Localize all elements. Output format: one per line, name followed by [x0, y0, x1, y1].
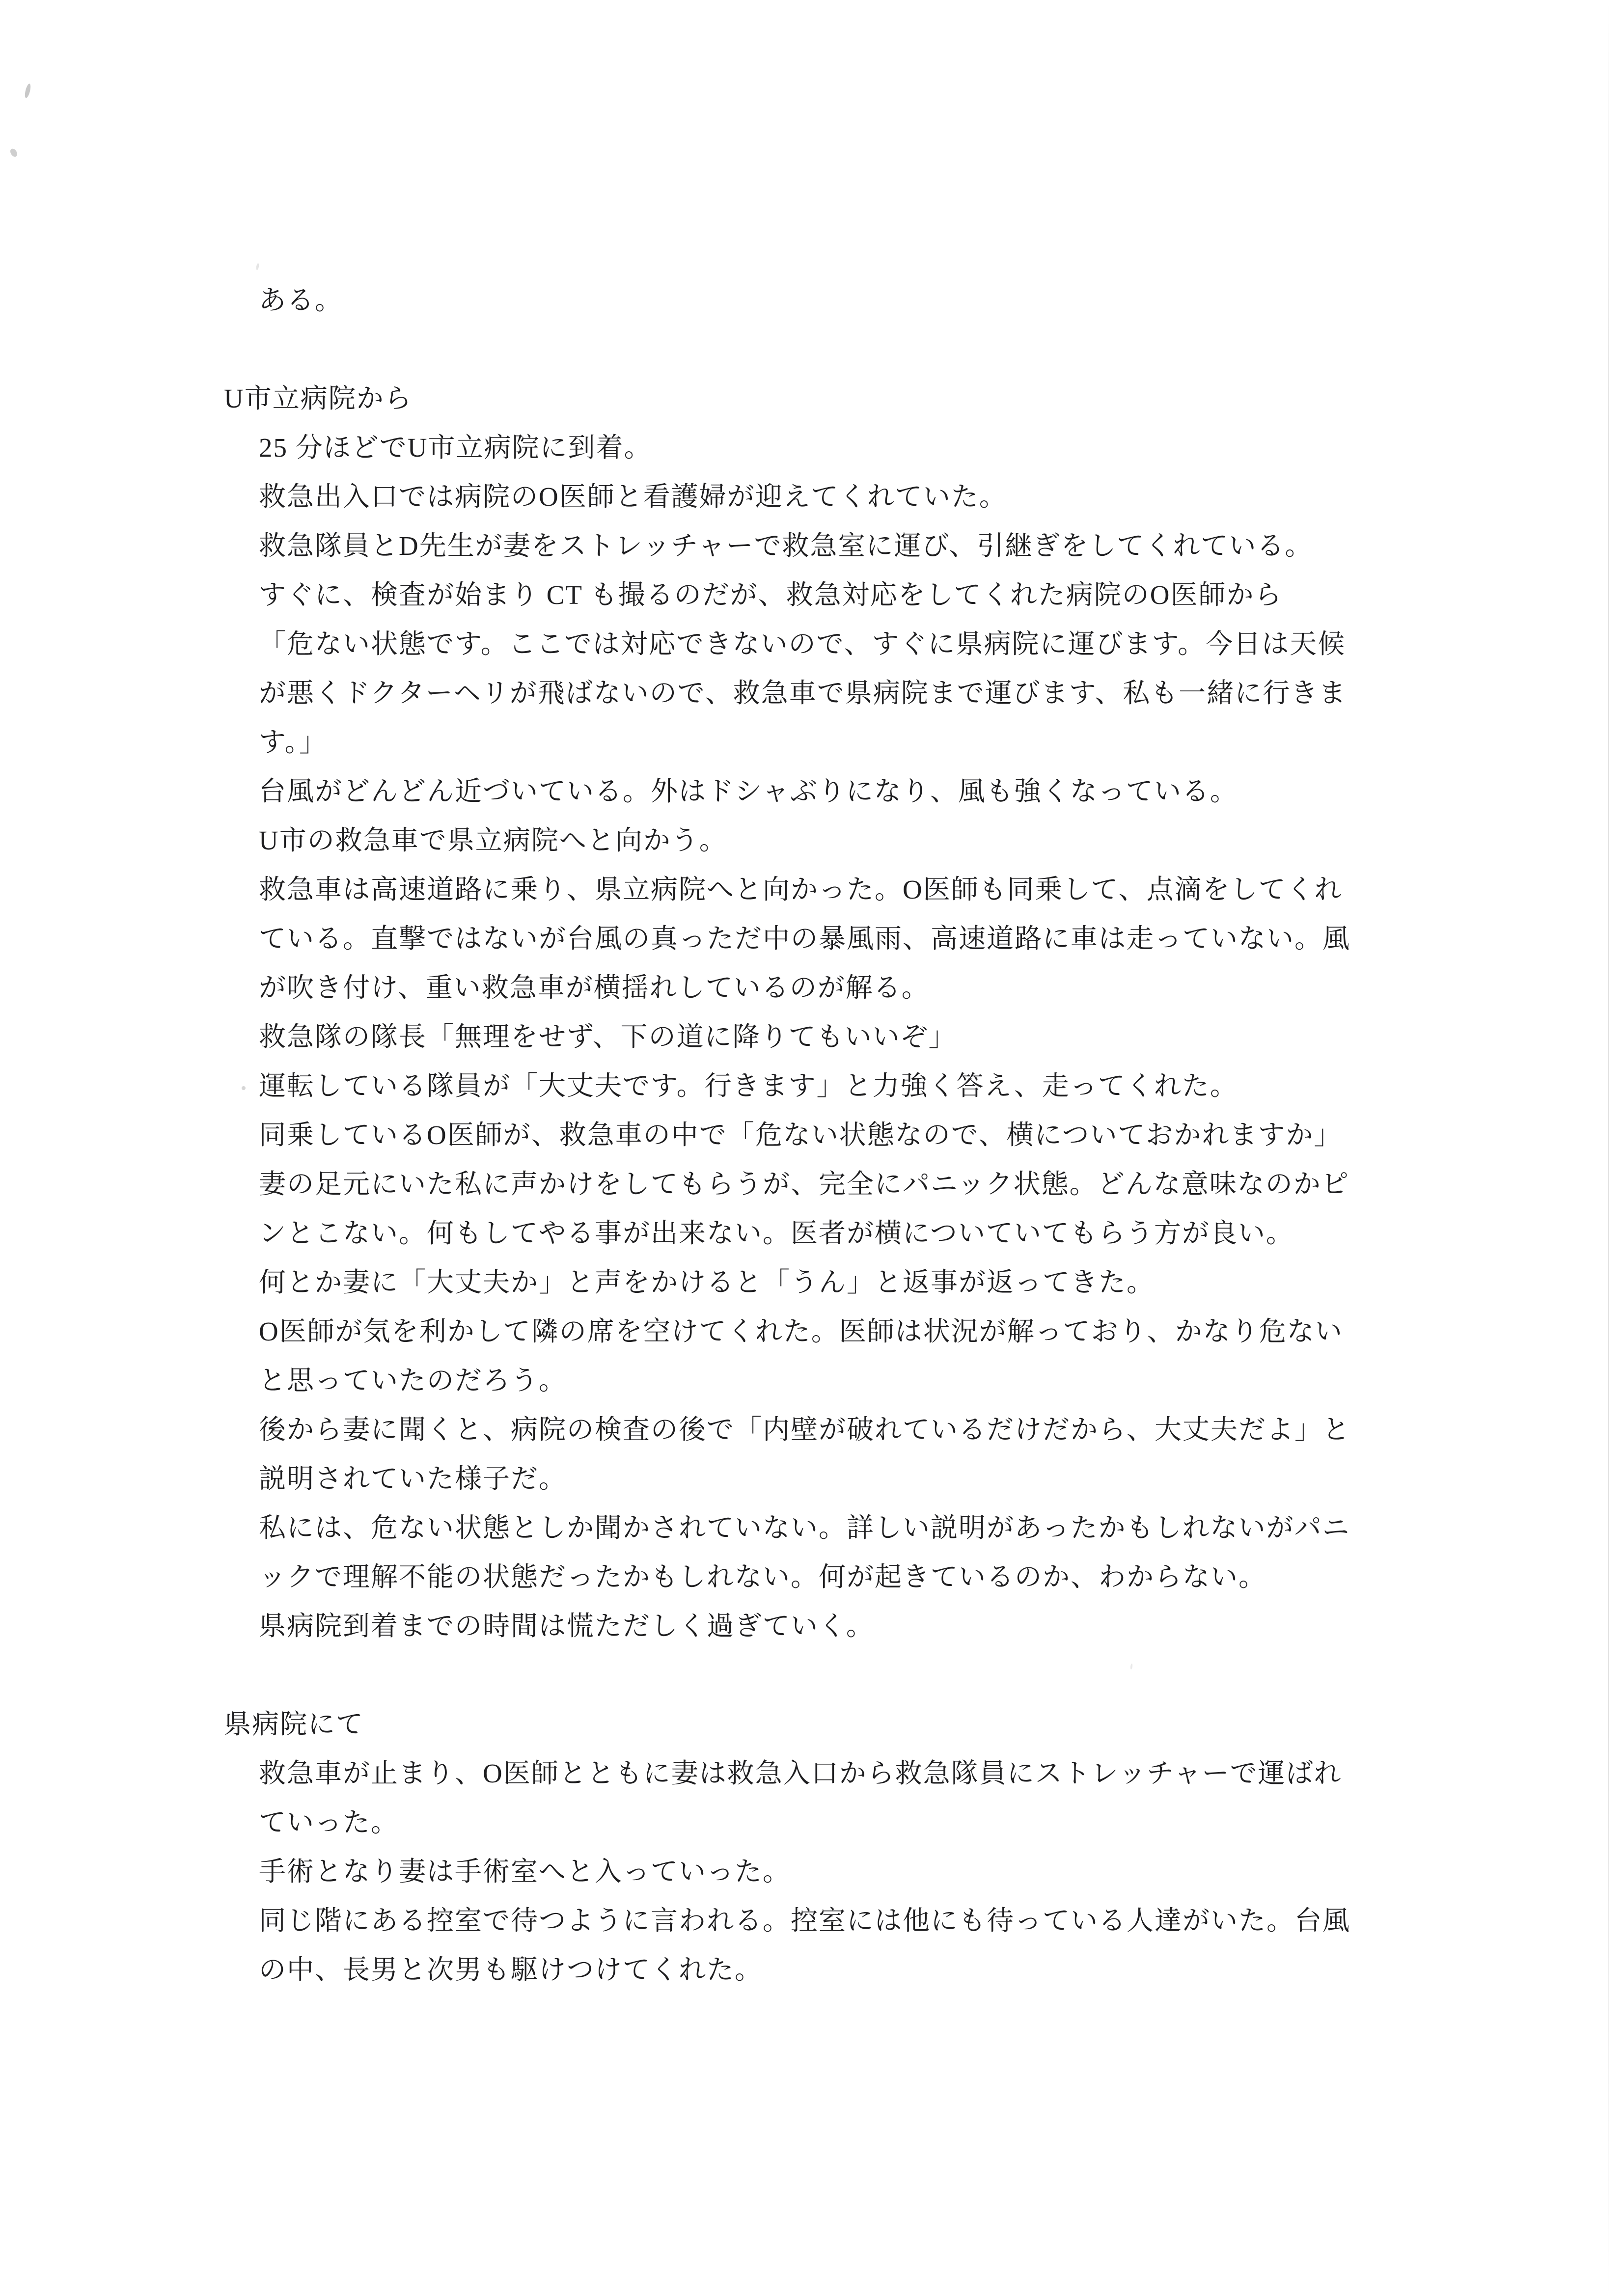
text-line: 後から妻に聞くと、病院の検査の後で「内壁が破れているだけだから、大丈夫だよ」と — [259, 1415, 1351, 1445]
text-line: 救急隊の隊長「無理をせず、下の道に降りてもいいぞ」 — [259, 1022, 957, 1052]
text-line: 手術となり妻は手術室へと入っていった。 — [259, 1857, 791, 1886]
document-text-block — [0, 276, 1624, 1995]
text-line: 台風がどんどん近づいている。外はドシャぶりになり、風も強くなっている。 — [259, 776, 1238, 806]
text-line: が吹き付け、重い救急車が横揺れしているのが解る。 — [259, 973, 930, 1003]
text-line: ンとこない。何もしてやる事が出来ない。医者が横についていてもらう方が良い。 — [259, 1218, 1294, 1248]
text-line: 何とか妻に「大丈夫か」と声をかけると「うん」と返事が返ってきた。 — [259, 1267, 1155, 1297]
text-line: 同じ階にある控室で待つように言われる。控室には他にも待っている人達がいた。台風 — [259, 1906, 1351, 1936]
section-heading: 県病院にて — [224, 1709, 364, 1739]
text-line: が悪くドクターヘリが飛ばないので、救急車で県病院まで運びます、私も一緒に行きま — [259, 678, 1347, 708]
text-line: ている。直撃ではないが台風の真っただ中の暴風雨、高速道路に車は走っていない。風 — [259, 924, 1351, 954]
text-line: 同乗しているO医師が、救急車の中で「危ない状態なので、横についておかれますか」 — [259, 1120, 1342, 1150]
text-line: ックで理解不能の状態だったかもしれない。何が起きているのか、わからない。 — [259, 1562, 1267, 1592]
text-line: 救急出入口では病院のO医師と看護婦が迎えてくれていた。 — [259, 482, 1007, 512]
text-line: 25 分ほどでU市立病院に到着。 — [259, 433, 652, 463]
text-line: 救急車が止まり、O医師とともに妻は救急入口から救急隊員にストレッチャーで運ばれ — [259, 1758, 1342, 1788]
text-line: 救急隊員とD先生が妻をストレッチャーで救急室に運び、引継ぎをしてくれている。 — [259, 531, 1313, 561]
text-line: すぐに、検査が始まり CT も撮るのだが、救急対応をしてくれた病院のO医師から — [259, 580, 1283, 610]
scan-speck — [9, 147, 19, 158]
scan-speck — [242, 1086, 246, 1090]
text-line: ある。 — [259, 285, 343, 315]
text-line: 「危ない状態です。ここでは対応できないので、すぐに県病院に運びます。今日は天候 — [259, 629, 1346, 659]
scan-edge-line — [1608, 0, 1609, 2296]
text-line: の中、長男と次男も駆けつけてくれた。 — [259, 1955, 763, 1985]
text-line: U市の救急車で県立病院へと向かう。 — [259, 825, 727, 855]
text-line: ていった。 — [259, 1807, 399, 1837]
blank-line — [0, 325, 1624, 374]
scan-speck — [24, 83, 32, 98]
text-line: 私には、危ない状態としか聞かされていない。詳しい説明があったかもしれないがパニ — [259, 1513, 1350, 1543]
text-line: と思っていたのだろう。 — [259, 1366, 567, 1395]
section-heading: U市立病院から — [224, 383, 413, 413]
scan-speck — [256, 263, 259, 271]
text-line: 妻の足元にいた私に声かけをしてもらうが、完全にパニック状態。どんな意味なのかピ — [259, 1169, 1349, 1199]
text-line: 県病院到着までの時間は慌ただしく過ぎていく。 — [259, 1611, 874, 1641]
blank-line — [0, 1651, 1624, 1700]
text-line: 運転している隊員が「大丈夫です。行きます」と力強く答え、走ってくれた。 — [259, 1071, 1238, 1101]
text-line: す。」 — [259, 727, 328, 757]
text-line: 救急車は高速道路に乗り、県立病院へと向かった。O医師も同乗して、点滴をしてくれ — [259, 875, 1343, 904]
text-line: O医師が気を利かして隣の席を空けてくれた。医師は状況が解っており、かなり危ない — [259, 1316, 1343, 1346]
text-line: 説明されていた様子だ。 — [259, 1464, 567, 1494]
